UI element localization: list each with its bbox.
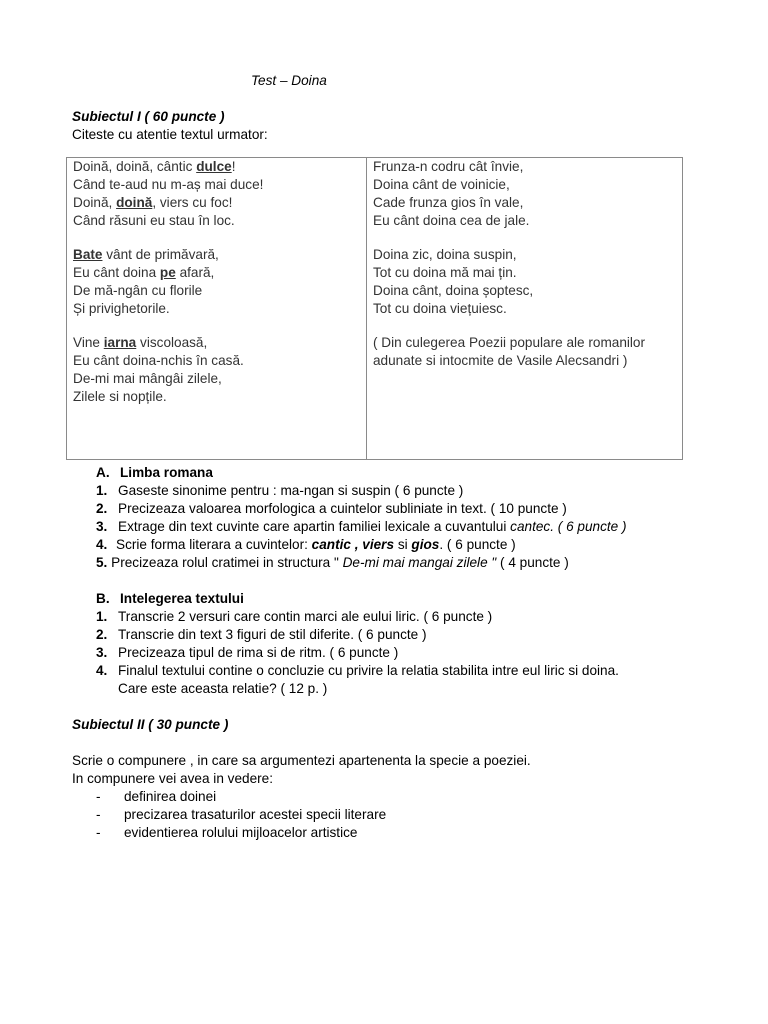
bullet-item: - precizarea trasaturilor acestei specii literare: [96, 807, 387, 822]
poem-stanza: [373, 158, 676, 230]
poem-stanza: [373, 246, 676, 318]
poem-line: Eu cânt doina pe afară,: [73, 265, 215, 280]
dash-marker: -: [96, 807, 101, 822]
section-title: Limba romana: [120, 465, 213, 480]
list-item: 1. Gaseste sinonime pentru : ma-ngan si suspin ( 6 puncte ): [96, 483, 464, 498]
poem-left-column: [67, 158, 367, 460]
list-item-continuation: Care este aceasta relatie? ( 12 p. ): [118, 681, 328, 696]
underlined-word: doină: [116, 195, 153, 210]
list-item: 3. Extrage din text cuvinte care apartin familiei lexicale a cuvantului cantec. ( 6 puncte ): [96, 519, 627, 534]
subiect1-instruction: Citeste cu atentie textul urmator:: [72, 127, 268, 142]
subiect2-heading: Subiectul II ( 30 puncte ): [72, 717, 229, 732]
section-a-heading: [96, 464, 213, 482]
poem-line: Vine iarna viscoloasă,: [73, 335, 208, 350]
poem-stanza: [73, 246, 360, 318]
poem-line: Doină, doină, viers cu foc!: [73, 195, 233, 210]
poem-line: Tot cu doina viețuiesc.: [373, 301, 507, 316]
list-item: 5. Precizeaza rolul cratimei in structura " De-mi mai mangai zilele " ( 4 puncte ): [96, 555, 569, 570]
poem-source-note: ( Din culegerea Poezii populare ale romanilor adunate si intocmite de Vasile Alecsandri ): [373, 335, 646, 368]
underlined-word: Bate: [73, 247, 103, 262]
poem-line: Doina zic, doina suspin,: [373, 247, 517, 262]
poem-line: De-mi mai mângâi zilele,: [73, 371, 222, 386]
underlined-word: pe: [159, 265, 176, 280]
poem-line: Doină, doină, cântic dulce!: [73, 159, 236, 174]
section-letter: B.: [96, 591, 110, 606]
poem-table: [66, 157, 683, 460]
poem-line: Zilele si nopțile.: [73, 389, 167, 404]
poem-stanza: [73, 334, 360, 406]
poem-line: Bate vânt de primăvară,: [73, 247, 219, 262]
dash-marker: -: [96, 789, 101, 804]
list-item: 1. Transcrie 2 versuri care contin marci ale eului liric. ( 6 puncte ): [96, 609, 493, 624]
underlined-word: dulce: [196, 159, 232, 174]
test-title: Test – Doina: [251, 73, 327, 88]
subiect2-paragraph: Scrie o compunere , in care sa argumentezi apartenenta la specie a poeziei.: [72, 753, 531, 768]
list-item: 3. Precizeaza tipul de rima si de ritm. ( 6 puncte ): [96, 645, 399, 660]
section-b-heading: [96, 590, 244, 608]
poem-stanza: [73, 158, 360, 230]
list-item: 2. Transcrie din text 3 figuri de stil diferite. ( 6 puncte ): [96, 627, 427, 642]
subiect1-heading: Subiectul I ( 60 puncte ): [72, 109, 225, 124]
poem-line: Eu cânt doina cea de jale.: [373, 213, 530, 228]
underlined-word: iarna: [103, 335, 137, 350]
poem-line: Când răsuni eu stau în loc.: [73, 213, 235, 228]
bullet-item: - evidentierea rolului mijloacelor artistice: [96, 825, 358, 840]
poem-line: Frunza-n codru cât învie,: [373, 159, 524, 174]
poem-right-column: [367, 158, 683, 460]
poem-line: Când te-aud nu m-aș mai duce!: [73, 177, 264, 192]
poem-line: Și privighetorile.: [73, 301, 170, 316]
list-item: 4. Finalul textului contine o concluzie cu privire la relatia stabilita intre eul liric si doina.: [96, 663, 619, 678]
subiect2-paragraph: In compunere vei avea in vedere:: [72, 771, 274, 786]
poem-line: Doina cânt de voinicie,: [373, 177, 510, 192]
section-letter: A.: [96, 465, 110, 480]
dash-marker: -: [96, 825, 101, 840]
poem-line: Doina cânt, doina șoptesc,: [373, 283, 534, 298]
poem-line: Tot cu doina mă mai țin.: [373, 265, 517, 280]
list-item: 4. Scrie forma literara a cuvintelor: cantic , viers si gios. ( 6 puncte ): [96, 537, 516, 552]
poem-line: Eu cânt doina-nchis în casă.: [73, 353, 244, 368]
list-item: 2. Precizeaza valoarea morfologica a cuintelor subliniate in text. ( 10 puncte ): [96, 501, 567, 516]
bullet-item: - definirea doinei: [96, 789, 217, 804]
poem-line: De mă-ngân cu florile: [73, 283, 203, 298]
poem-line: Cade frunza gios în vale,: [373, 195, 524, 210]
section-title: Intelegerea textului: [120, 591, 244, 606]
